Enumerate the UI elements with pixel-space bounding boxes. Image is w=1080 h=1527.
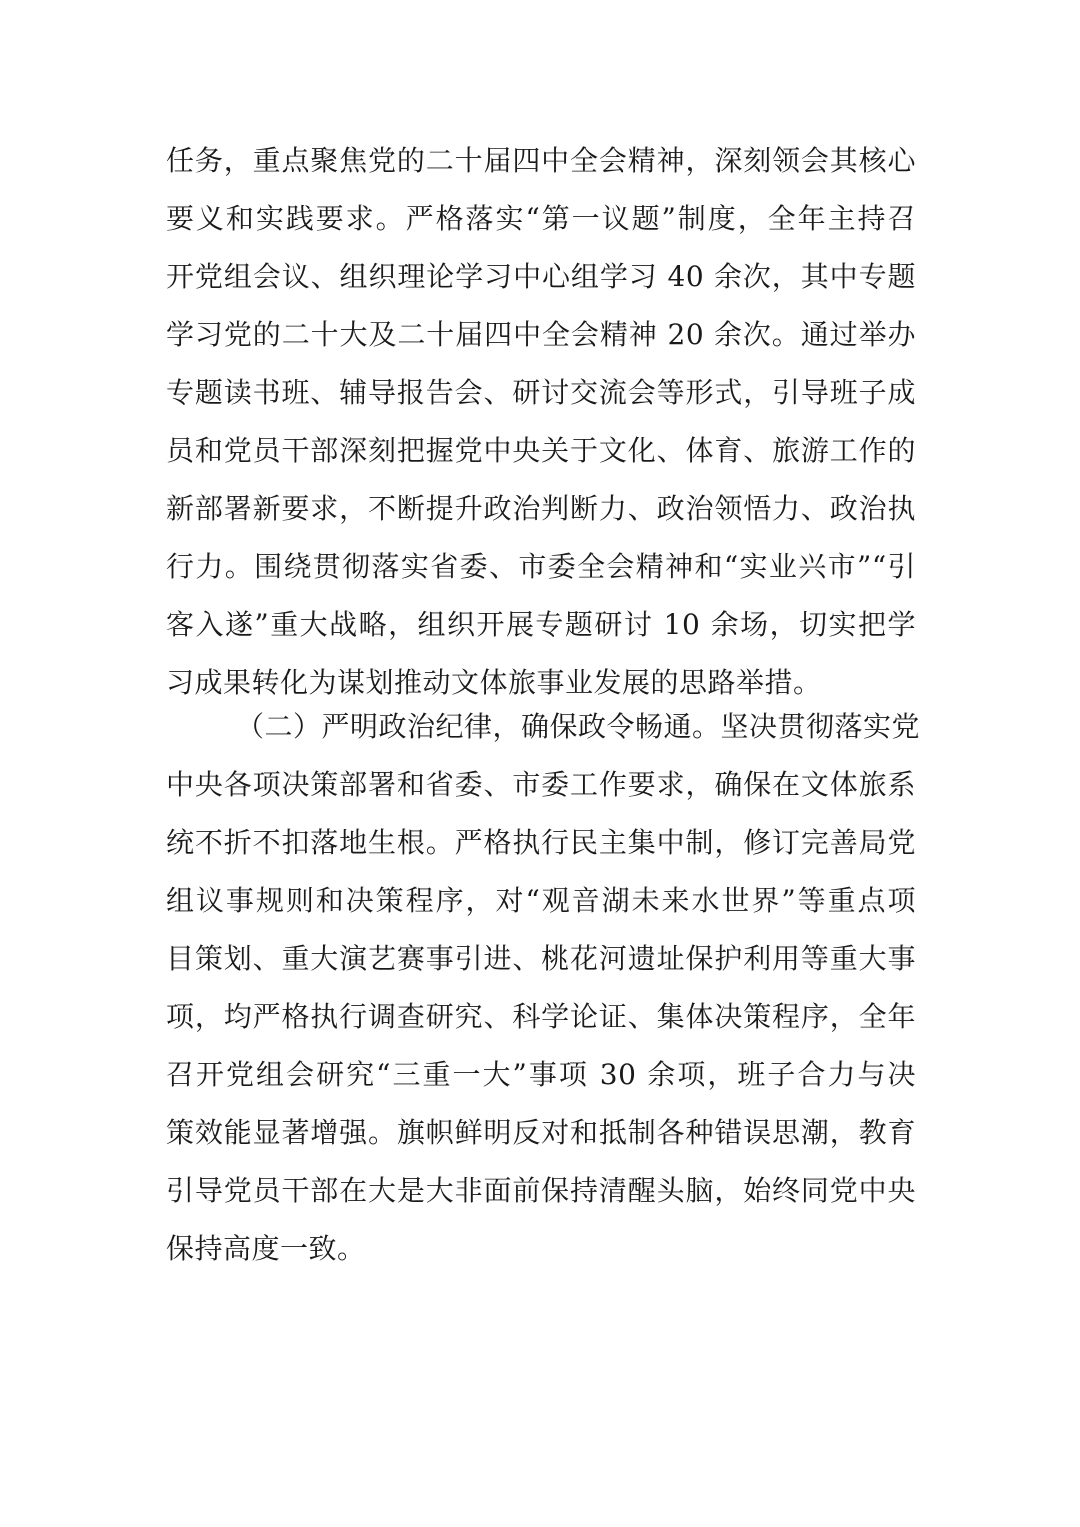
- paragraph-line: 习成果转化为谋划推动文体旅事业发展的思路举措。: [166, 666, 822, 699]
- paragraph-line: 目策划、重大演艺赛事引进、桃花河遗址保护利用等重大事: [166, 942, 916, 975]
- paragraph-line: 召开党组会研究“三重一大”事项 30 余项，班子合力与决: [166, 1058, 916, 1091]
- paragraph-line: 统不折不扣落地生根。严格执行民主集中制，修订完善局党: [166, 826, 916, 859]
- paragraph-line: 策效能显著增强。旗帜鲜明反对和抵制各种错误思潮，教育: [166, 1116, 916, 1149]
- paragraph-line: 开党组会议、组织理论学习中心组学习 40 余次，其中专题: [166, 260, 916, 293]
- paragraph-line: 行力。围绕贯彻落实省委、市委全会精神和“实业兴市”“引: [166, 550, 916, 583]
- paragraph-1: [166, 132, 916, 712]
- paragraph-line: 学习党的二十大及二十届四中全会精神 20 余次。通过举办: [166, 318, 916, 351]
- paragraph-line: 任务，重点聚焦党的二十届四中全会精神，深刻领会其核心: [166, 144, 916, 177]
- paragraph-line: 员和党员干部深刻把握党中央关于文化、体育、旅游工作的: [166, 434, 916, 467]
- paragraph-line: 中央各项决策部署和省委、市委工作要求，确保在文体旅系: [166, 768, 916, 801]
- paragraph-line: 专题读书班、辅导报告会、研讨交流会等形式，引导班子成: [166, 376, 916, 409]
- paragraph-heading-line: （二）严明政治纪律，确保政令畅通。坚决贯彻落实党: [236, 710, 921, 743]
- paragraph-line: 要义和实践要求。严格落实“第一议题”制度，全年主持召: [166, 202, 916, 235]
- paragraph-line: 引导党员干部在大是大非面前保持清醒头脑，始终同党中央: [166, 1174, 916, 1207]
- paragraph-2: [166, 698, 921, 1278]
- paragraph-line: 保持高度一致。: [166, 1232, 366, 1265]
- paragraph-line: 客入遂”重大战略，组织开展专题研讨 10 余场，切实把学: [166, 608, 916, 641]
- paragraph-line: 组议事规则和决策程序，对“观音湖未来水世界”等重点项: [166, 884, 916, 917]
- paragraph-line: 新部署新要求，不断提升政治判断力、政治领悟力、政治执: [166, 492, 916, 525]
- paragraph-line: 项，均严格执行调查研究、科学论证、集体决策程序，全年: [166, 1000, 916, 1033]
